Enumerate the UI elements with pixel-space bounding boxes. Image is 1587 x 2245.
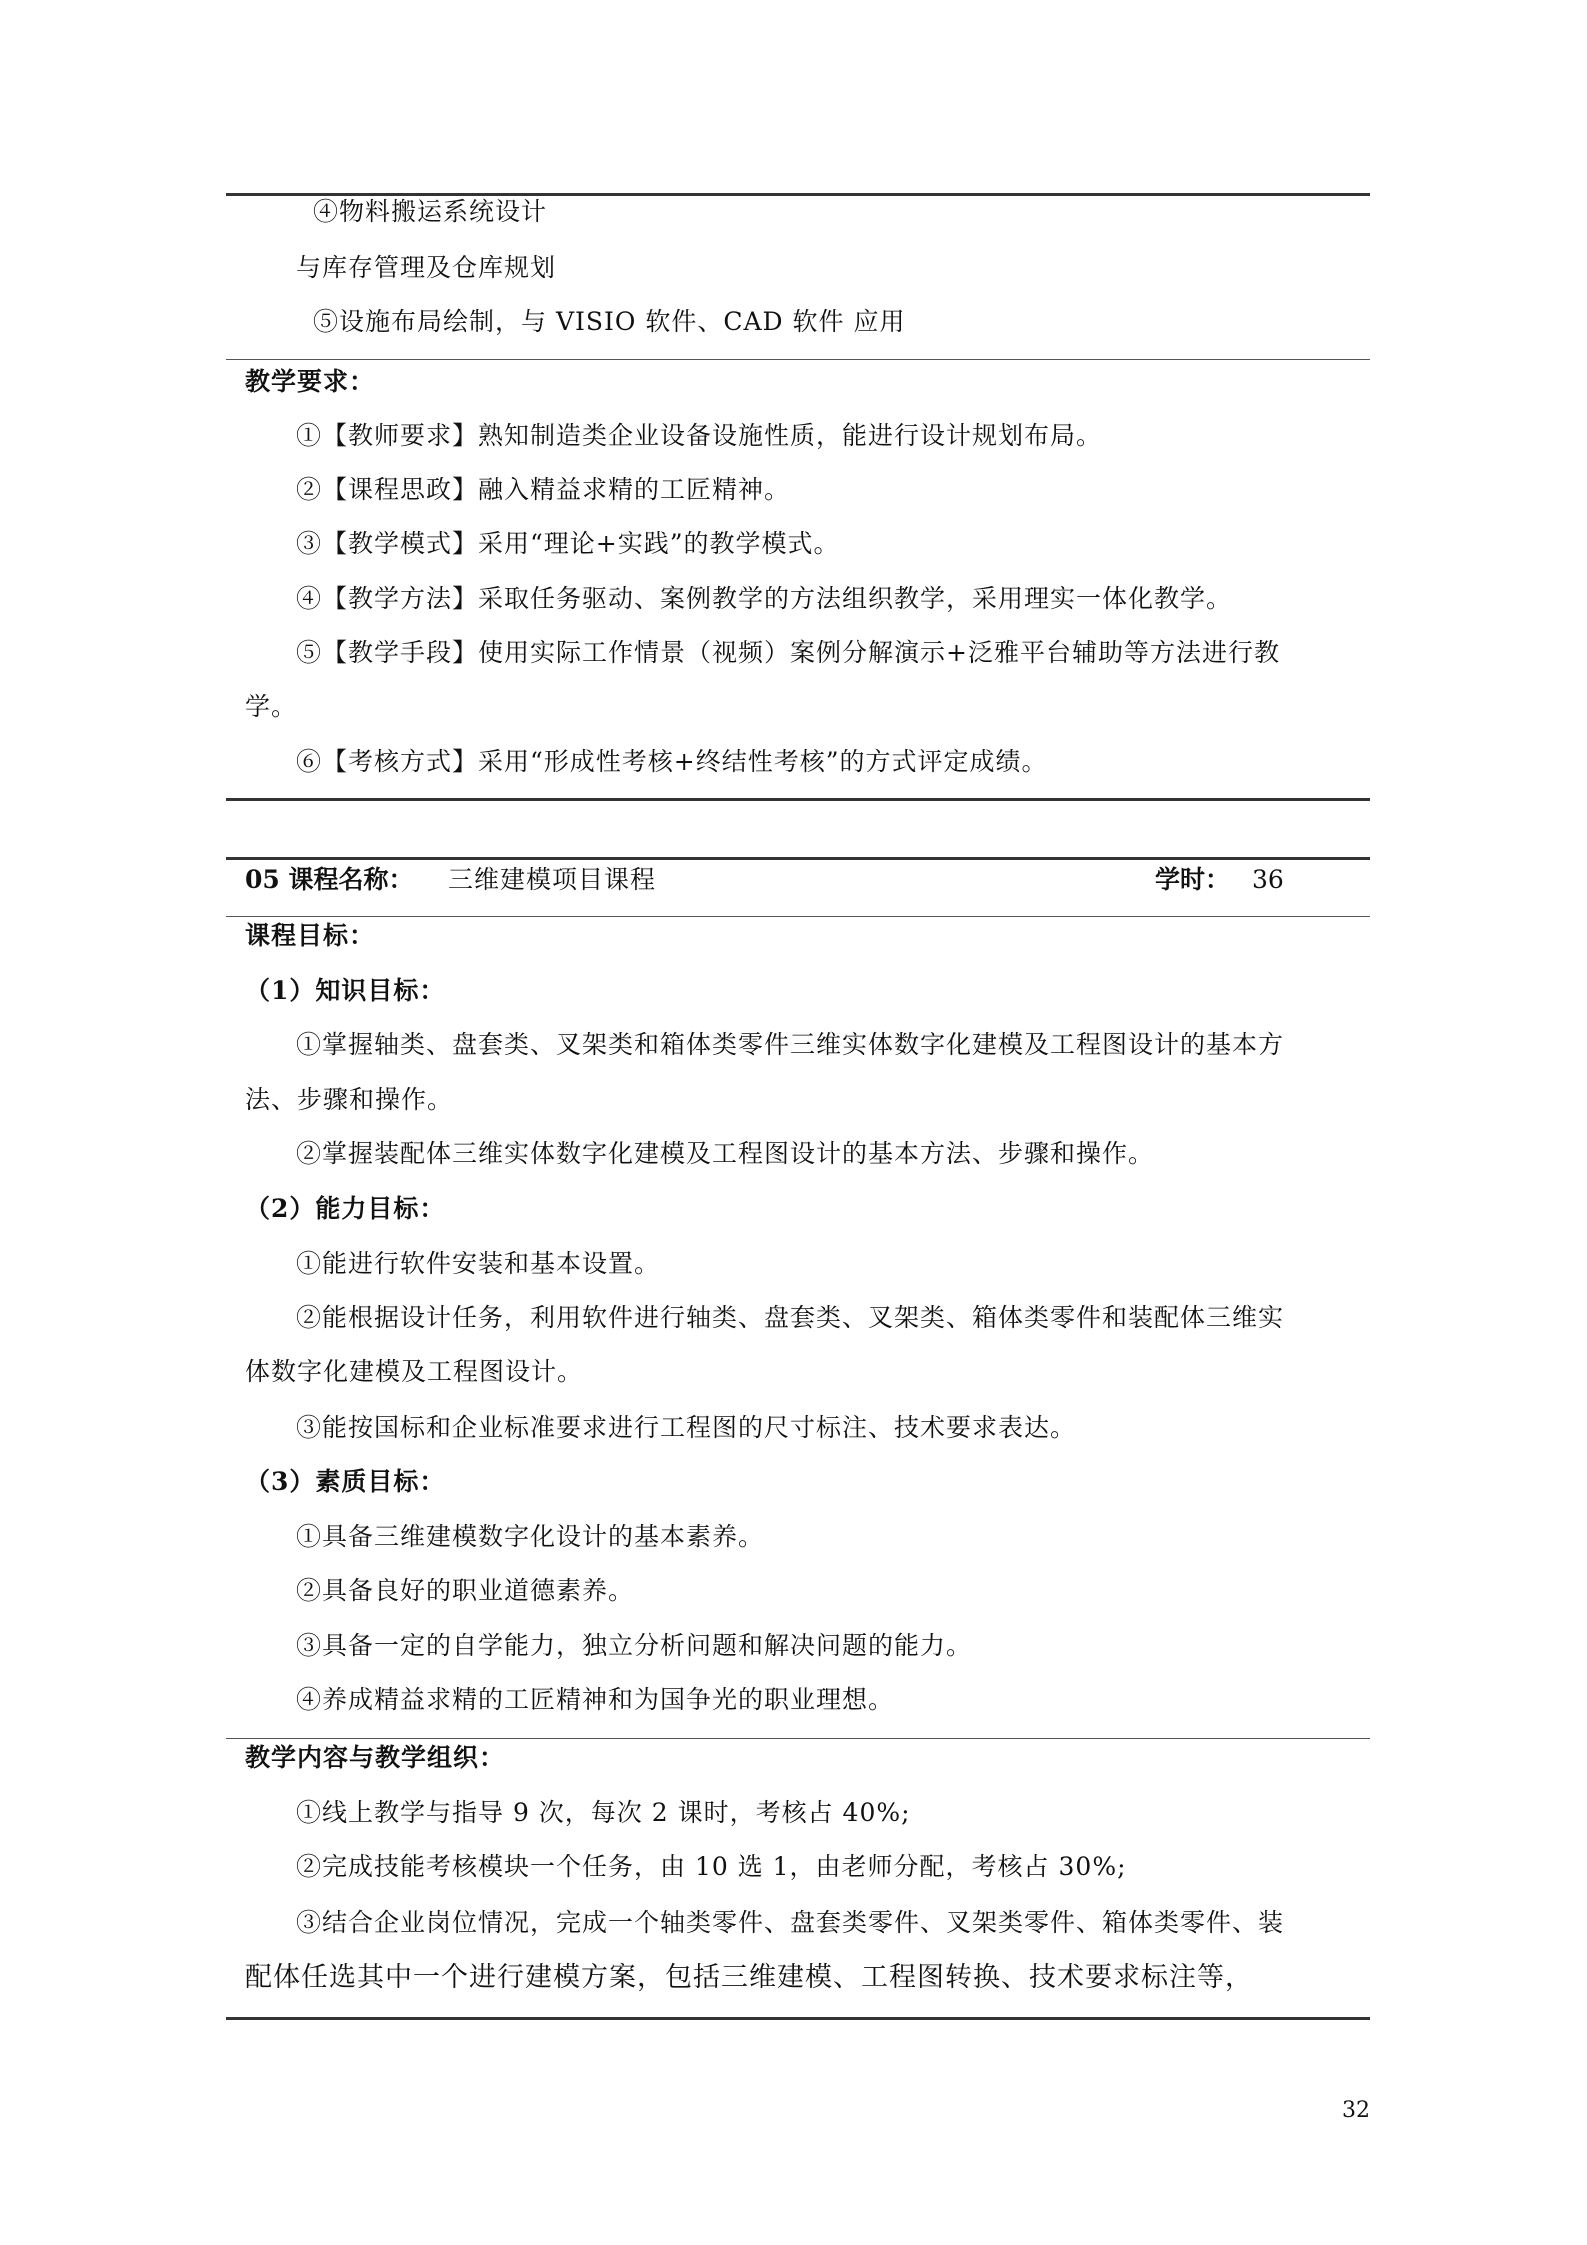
quality-goals-heading: （3）素质目标： [245, 1467, 446, 1496]
list-item: 体数字化建模及工程图设计。 [245, 1357, 584, 1386]
course-top-rule [226, 857, 1370, 860]
list-item: 学。 [245, 692, 298, 721]
text-line: ⑤设施布局绘制，与 VISIO 软件、CAD 软件 应用 [313, 307, 906, 336]
ability-goals-heading: （2）能力目标： [245, 1194, 446, 1223]
list-item: ③结合企业岗位情况，完成一个轴类零件、盘套类零件、叉架类零件、箱体类零件、装 [296, 1908, 1285, 1937]
teaching-requirements-heading: 教学要求： [245, 367, 376, 396]
hours-value: 36 [1252, 865, 1284, 894]
list-item: ③【教学模式】采用“理论+实践”的教学模式。 [296, 529, 840, 558]
list-item: ④【教学方法】采取任务驱动、案例教学的方法组织教学，采用理实一体化教学。 [296, 584, 1233, 613]
list-item: ①【教师要求】熟知制造类企业设备设施性质，能进行设计规划布局。 [296, 421, 1103, 450]
divider [226, 359, 1370, 360]
list-item: ②具备良好的职业道德素养。 [296, 1576, 635, 1605]
course-goals-heading: 课程目标： [245, 921, 376, 950]
bottom-rule [226, 2017, 1370, 2020]
page-number: 32 [1342, 2098, 1370, 2123]
list-item: ②掌握装配体三维实体数字化建模及工程图设计的基本方法、步骤和操作。 [296, 1139, 1155, 1168]
list-item: ①能进行软件安装和基本设置。 [296, 1249, 661, 1278]
divider [226, 1738, 1370, 1739]
list-item: ⑥【考核方式】采用“形成性考核+终结性考核”的方式评定成绩。 [296, 747, 1048, 776]
list-item: 法、步骤和操作。 [245, 1085, 454, 1114]
course-name: 三维建模项目课程 [448, 865, 657, 894]
text-line: ④物料搬运系统设计 [313, 197, 548, 226]
course-name-label: 05 课程名称： [245, 865, 414, 894]
list-item: ②【课程思政】融入精益求精的工匠精神。 [296, 475, 791, 504]
hours-label: 学时： [1155, 865, 1231, 894]
list-item: ①线上教学与指导 9 次，每次 2 课时，考核占 40%; [296, 1798, 911, 1827]
teaching-content-heading: 教学内容与教学组织： [245, 1743, 506, 1772]
list-item: ⑤【教学手段】使用实际工作情景（视频）案例分解演示+泛雅平台辅助等方法进行教 [296, 638, 1280, 667]
list-item: ①具备三维建模数字化设计的基本素养。 [296, 1522, 765, 1551]
text-line: 与库存管理及仓库规划 [296, 253, 557, 282]
list-item: ②完成技能考核模块一个任务，由 10 选 1，由老师分配，考核占 30%; [296, 1852, 1127, 1881]
section-end-rule [226, 798, 1370, 801]
list-item: ③能按国标和企业标准要求进行工程图的尺寸标注、技术要求表达。 [296, 1413, 1077, 1442]
knowledge-goals-heading: （1）知识目标： [245, 976, 446, 1005]
list-item: ②能根据设计任务，利用软件进行轴类、盘套类、叉架类、箱体类零件和装配体三维实 [296, 1303, 1285, 1332]
list-item: 配体任选其中一个进行建模方案，包括三维建模、工程图转换、技术要求标注等， [245, 1962, 1253, 1993]
list-item: ④养成精益求精的工匠精神和为国争光的职业理想。 [296, 1685, 895, 1714]
divider [226, 916, 1370, 917]
list-item: ①掌握轴类、盘套类、叉架类和箱体类零件三维实体数字化建模及工程图设计的基本方 [296, 1030, 1285, 1059]
list-item: ③具备一定的自学能力，独立分析问题和解决问题的能力。 [296, 1631, 973, 1660]
